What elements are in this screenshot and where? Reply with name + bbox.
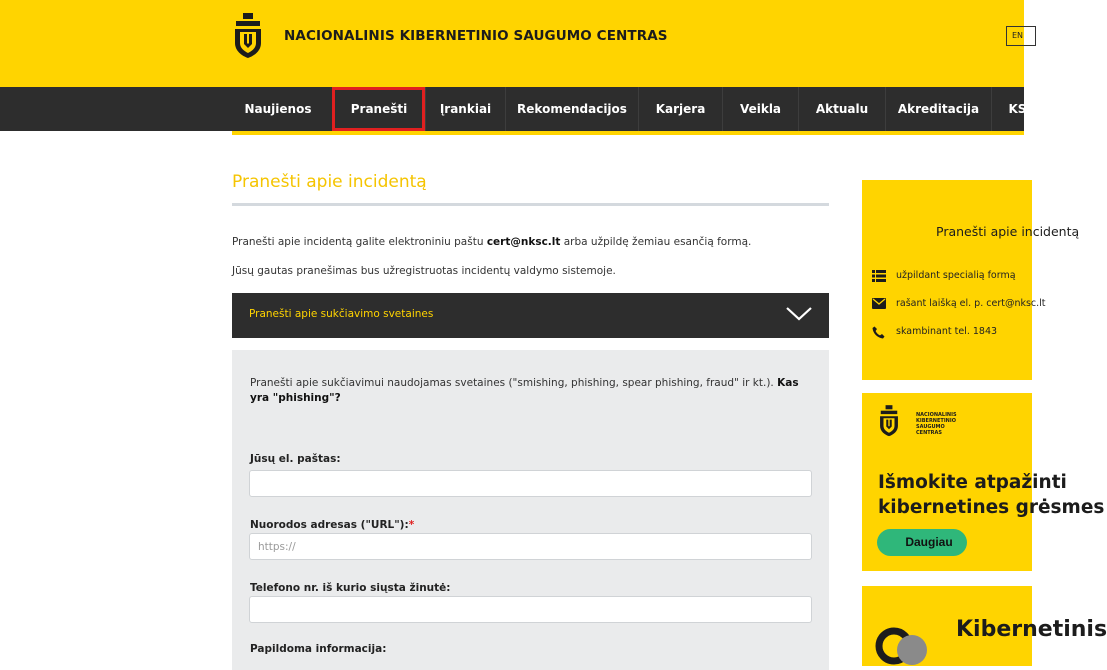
page-title: Pranešti apie incidentą	[232, 172, 427, 192]
logo-text-line: CENTRAS	[916, 430, 943, 436]
secondary-promo-banner[interactable]	[862, 586, 1107, 666]
title-divider	[232, 203, 829, 206]
site-title[interactable]: NACIONALINIS KIBERNETINIO SAUGUMO CENTRAS	[284, 28, 668, 44]
language-switch-button[interactable]: EN	[1006, 26, 1036, 46]
promo-heading-line: kibernetines grėsmes	[878, 497, 1105, 518]
what-is-phishing-link[interactable]: Kas yra "phishing"?	[250, 377, 799, 404]
promo2-heading: Kibernetinis	[956, 617, 1107, 642]
required-marker: *	[408, 519, 415, 531]
phone-field[interactable]	[249, 596, 812, 623]
nav-item-aktualu[interactable]: Aktualu	[798, 87, 885, 131]
report-email-link[interactable]: cert@nksc.lt	[486, 236, 561, 248]
report-by-phone-text: skambinant tel. 1843	[896, 326, 998, 337]
chevron-down-icon[interactable]	[785, 305, 813, 323]
email-field[interactable]	[249, 470, 812, 497]
phishing-report-form	[232, 350, 829, 670]
intro-text-start: Pranešti apie incidentą galite elektroniniu paštu	[232, 236, 487, 248]
report-by-email-text: rašant laišką el. p. cert@nksc.lt	[896, 298, 1046, 309]
nav-item-akreditacija[interactable]: Akreditacija	[885, 87, 991, 131]
site-header	[0, 0, 1024, 87]
url-label-text: Nuorodos adresas ("URL"):	[250, 519, 409, 531]
form-description	[250, 376, 810, 406]
nksc-logo-icon	[878, 405, 900, 437]
logo-text-line: KIBERNETINIO	[916, 418, 956, 424]
promo-heading	[878, 470, 1104, 520]
accordion-label: Pranešti apie sukčiavimo svetaines	[249, 308, 434, 320]
card-title: Pranešti apie incidentą	[936, 224, 1080, 239]
nav-item-naujienos[interactable]: Naujienos	[244, 102, 312, 116]
email-field-label: Jūsų el. paštas:	[250, 453, 341, 465]
report-by-form-text: užpildant specialią formą	[896, 270, 1016, 281]
phishing-report-accordion[interactable]	[232, 293, 829, 338]
intro-text-end: arba užpildę žemiau esančią formą.	[560, 236, 752, 248]
extra-info-label: Papildoma informacija:	[250, 643, 387, 655]
list-icon	[872, 270, 886, 282]
nav-item-irankiai[interactable]: Įrankiai	[425, 87, 505, 131]
url-field[interactable]	[249, 533, 812, 560]
phone-field-label: Telefono nr. iš kurio siųsta žinutė:	[250, 582, 451, 594]
nav-item-pranesti[interactable]: Pranešti	[332, 87, 425, 131]
main-navigation	[0, 87, 1035, 131]
nav-item-karjera[interactable]: Karjera	[638, 87, 722, 131]
report-incident-card	[862, 180, 1080, 380]
nav-item-veikla[interactable]: Veikla	[722, 87, 798, 131]
promo-logo-text	[916, 412, 957, 436]
nav-item-kss[interactable]: KSS	[991, 87, 1051, 131]
kiber-logo-icon	[874, 622, 936, 662]
envelope-icon	[872, 298, 886, 309]
more-button[interactable]: Daugiau	[877, 529, 967, 556]
logo-text-line: SAUGUMO	[916, 424, 945, 430]
nksc-logo-icon[interactable]	[232, 13, 264, 59]
intro-email-text	[232, 236, 751, 248]
nav-item-rekomendacijos[interactable]: Rekomendacijos	[505, 87, 638, 131]
nav-underline	[232, 131, 1024, 135]
url-field-label	[250, 519, 414, 531]
phone-icon	[872, 326, 885, 339]
logo-text-line: NACIONALINIS	[916, 412, 957, 418]
intro-registration-text: Jūsų gautas pranešimas bus užregistruotas incidentų valdymo sistemoje.	[232, 265, 616, 277]
promo-heading-line: Išmokite atpažinti	[878, 472, 1067, 493]
awareness-promo-banner[interactable]	[862, 393, 1105, 571]
form-description-text: Pranešti apie sukčiavimui naudojamas svetaines ("smishing, phishing, spear phishing, fraud" ir kt.).	[250, 377, 778, 389]
